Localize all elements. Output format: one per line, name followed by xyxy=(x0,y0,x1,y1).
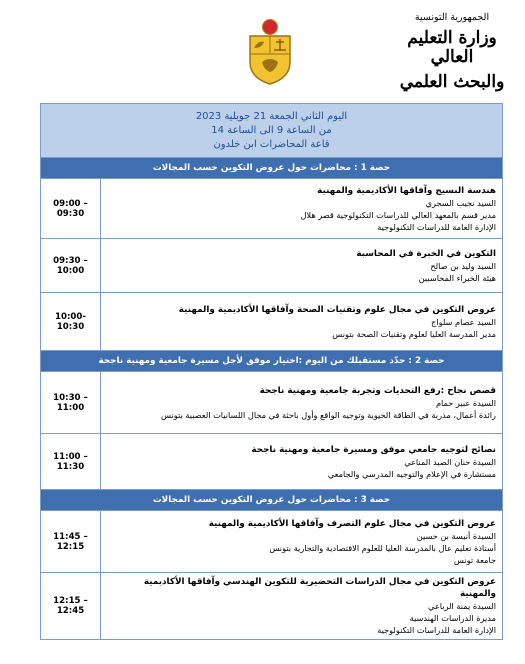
speaker-role: مدير قسم بالمعهد العالي للدراسات التكنولوجية قصر هلال xyxy=(300,209,496,220)
talk-details xyxy=(101,179,503,239)
talk-time: 11:45 – 12:15 xyxy=(41,511,101,573)
talk-time: 09:00 – 09:30 xyxy=(41,179,101,239)
talk-time: 11:00 – 11:30 xyxy=(41,434,101,490)
ministry-line-1: وزارة التعليم العالي xyxy=(407,28,497,67)
speaker-role: أستاذة تعليم عال بالمدرسة العليا للعلوم الاقتصادية والتجارية بتونس xyxy=(269,542,496,553)
talk-details xyxy=(101,434,503,490)
speaker-name: السيد عصام سلواج xyxy=(431,316,496,327)
speaker-name: السيدة أنيسة بن حسين xyxy=(416,530,496,541)
speaker-name: السيد وليد بن صالح xyxy=(430,260,496,271)
event-info xyxy=(41,104,503,158)
table-row xyxy=(41,372,503,434)
talk-title: هندسة النسيج وآفاقها الأكاديمية والمهنية xyxy=(317,185,496,196)
session-heading: حصة 1 : محاضرات حول عروض التكوين حسب المجالات xyxy=(41,158,503,179)
talk-details xyxy=(101,293,503,351)
talk-title: عروض التكوين في مجال علوم وتقنيات الصحة وآفاقها الأكاديمية والمهنية xyxy=(178,304,496,315)
speaker-org: جامعة تونس xyxy=(453,554,496,565)
table-row xyxy=(41,239,503,293)
talk-time: 12:15 – 12:45 xyxy=(41,573,101,640)
speaker-name: السيد نجيب السجري xyxy=(425,197,496,208)
table-row xyxy=(41,511,503,573)
table-row xyxy=(41,434,503,490)
session-heading: حصة 2 : حدّد مستقبلك من اليوم :اختيار موفق لأجل مسيرة جامعية ومهنية ناجحة xyxy=(41,351,503,372)
speaker-org: الإدارة العامة للدراسات التكنولوجية xyxy=(377,221,496,232)
event-time: من الساعة 9 الى الساعة 14 xyxy=(211,124,332,136)
speaker-name: السيدة عبير حمام xyxy=(435,397,496,408)
table-row xyxy=(41,293,503,351)
talk-details xyxy=(101,239,503,293)
table-row xyxy=(41,573,503,640)
talk-details xyxy=(101,511,503,573)
speaker-role: مستشارة في الإعلام والتوجيه المدرسي والجامعي xyxy=(327,468,496,479)
ministry-header xyxy=(393,12,511,92)
republic-label: الجمهورية التونسية xyxy=(414,12,490,23)
event-date: اليوم الثاني الجمعة 21 جويلية 2023 xyxy=(195,110,348,122)
talk-title: عروض التكوين في مجال علوم التصرف وآفاقها الأكاديمية والمهنية xyxy=(208,518,496,529)
speaker-name: السيدة يمنة الرباعي xyxy=(428,601,496,611)
session-heading: حصة 3 : محاضرات حول عروض التكوين حسب المجالات xyxy=(41,490,503,511)
speaker-role: مديرة الدراسات الهندسية xyxy=(409,613,496,623)
talk-time: 10:00- 10:30 xyxy=(41,293,101,351)
speaker-org: الإدارة العامة للدراسات التكنولوجية xyxy=(377,625,496,635)
schedule-table xyxy=(40,103,503,640)
talk-title: عروض التكوين في مجال الدراسات التحضيرية للتكوين الهندسي وآفاقها الأكاديمية والمهنية xyxy=(143,577,496,599)
speaker-role: رائدة أعمال، مدربة في الطاقة الحيوية وتوجيه الواقع وأول باحثة في مجال اللسانيات العصبية بتونس xyxy=(161,409,496,420)
talk-title: قصص نجاح :رفع التحديات وتجربة جامعية ومهنية ناجحة xyxy=(259,385,496,396)
talk-time: 10:30 – 11:00 xyxy=(41,372,101,434)
table-row xyxy=(41,179,503,239)
ministry-line-2: والبحث العلمي xyxy=(399,72,505,92)
talk-title: التكوين في الخبرة في المحاسبة xyxy=(356,248,496,259)
speaker-role: مدير المدرسة العليا لعلوم وتقنيات الصحة بتونس xyxy=(332,328,496,339)
speaker-name: السيدة حنان الصيد المناعي xyxy=(404,456,496,467)
talk-title: نصائح لتوجيه جامعي موفق ومسيرة جامعية ومهنية ناجحة xyxy=(251,444,496,455)
talk-time: 09:30 – 10:00 xyxy=(41,239,101,293)
speaker-org: هيئة الخبراء المحاسبين xyxy=(418,272,496,283)
tunisia-coat-of-arms-icon xyxy=(242,18,298,86)
talk-details xyxy=(101,372,503,434)
talk-details xyxy=(101,573,503,640)
event-venue: قاعة المحاضرات ابن خلدون xyxy=(213,138,330,150)
